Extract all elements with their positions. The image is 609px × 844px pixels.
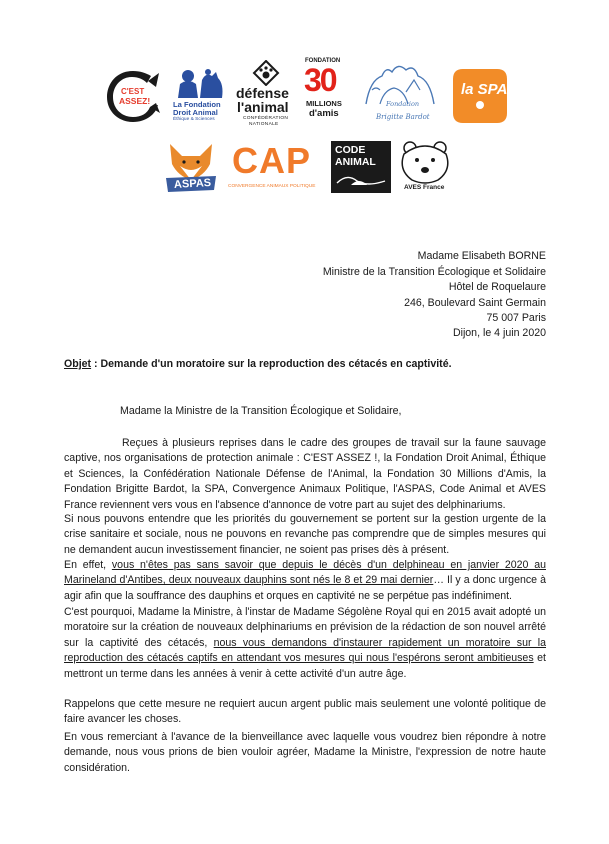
paragraph-2: Si nous pouvons entendre que les priorités du gouvernement se portent sur la gestion urgente de la crise sanitaire et sociale, nous ne pouvons en revanche pas comprendre que de simples mesures qui ne demandent aucun investissement financier, ne soient pas prises dès à présent. <box>64 513 546 556</box>
subject-line <box>64 358 452 370</box>
paragraph-1: Reçues à plusieurs reprises dans le cadre des groupes de travail sur la faune sauvage captive, nos organisations de protection animale : C'EST ASSEZ !, la Fondation Droit Animal, Éthique et Sciences, la Confédération Nationale Défense de l'Animal, la Fondation 30 Millions d'Amis, la Fondation Brigitte Bardot, la SPA, Convergence Animaux Politique, l'ASPAS, Code Animal et AVES France reviennent vers vous en l'absence d'annonce de votre part au sujet des delphinariums. <box>64 437 546 511</box>
logo-defense-line4: NATIONALE <box>249 122 279 127</box>
recipient-name: Madame Elisabeth BORNE <box>417 250 546 262</box>
logo-defense-line3: CONFÉDÉRATION <box>243 116 289 121</box>
logo-aves-france <box>396 140 454 196</box>
logo-fondation-brigitte-bardot <box>360 60 440 132</box>
polar-bear-icon <box>396 140 454 184</box>
logo-code-line1: CODE <box>335 144 366 156</box>
animals-drawing-icon <box>360 60 440 118</box>
logo-30-millions-damis <box>304 58 354 128</box>
logo-spa <box>451 67 509 125</box>
recipient-address <box>323 249 546 327</box>
logo-cest-line1: C'EST <box>121 87 145 96</box>
recipient-title: Ministre de la Transition Écologique et Solidaire <box>322 265 546 278</box>
logo-fda-line3: Éthique & Sciences <box>173 117 215 122</box>
date-line: Dijon, le 4 juin 2020 <box>452 327 546 339</box>
subject-text: : Demande d'un moratoire sur la reproduction des cétacés en captivité. <box>91 358 452 370</box>
recipient-city: 75 007 Paris <box>486 312 546 325</box>
logo-aves-text: AVES France <box>404 184 445 191</box>
logo-aspas-text: ASPAS <box>173 177 212 191</box>
paragraph-3-underlined: vous n'êtes pas sans savoir que depuis le décès d'un delphineau en janvier 2020 au Marineland d'Antibes, deux nouveaux dauphins sont nés le 8 et 29 mai dernier <box>64 559 546 587</box>
paragraph-4-underlined: nous vous demandons d'instaurer rapidement un moratoire sur la reproduction des cétacés captifs en attendant vos mesures qui nous l'espérons seront ambitieuses <box>64 636 546 665</box>
logo-aspas <box>162 140 220 194</box>
logo-fda-line2: Droit Animal <box>173 108 218 117</box>
paragraph-5: Rappelons que cette mesure ne requiert aucun argent public mais seulement une volonté politique de faire avancer les choses. <box>64 698 546 726</box>
paragraph-4-start: C'est pourquoi, Madame la Ministre, à l'instar de Madame Ségolène Royal qui en 2015 avait adopté un moratoire sur la création de nouveaux delphinariums en prévision de la rédaction de son nouvel arrêté sur la captivité des cétacés, <box>64 606 546 649</box>
recipient-street: 246, Boulevard Saint Germain <box>404 296 546 309</box>
subject-label: Objet <box>64 358 92 370</box>
recipient-building: Hôtel de Roquelaure <box>448 281 546 294</box>
paragraph-3-start: En effet, <box>64 559 112 571</box>
paragraph-3-end: … Il y a donc urgence à agir afin que la souffrance des dauphins et orques en captivité ne se perpétue pas indéfiniment. <box>64 574 547 602</box>
logo-defense-line2: l'animal <box>237 99 289 115</box>
logo-fda-line1: La Fondation <box>173 100 221 109</box>
logo-fondation-droit-animal <box>172 66 228 126</box>
logo-fbb-line1: Fondation <box>386 100 420 108</box>
salutation: Madame la Ministre de la Transition Écologique et Solidaire, <box>120 405 402 417</box>
logo-cest-line2: ASSEZ! <box>119 96 151 106</box>
logo-fbb-line2: Brigitte Bardot <box>376 113 430 121</box>
logo-30m-line1: FONDATION <box>305 58 341 64</box>
logo-code-animal <box>331 141 391 193</box>
paragraph-4-end: et mettront un terme dans les années à venir à cette activité d'un autre âge. <box>64 652 546 680</box>
logo-30m-line3: d'amis <box>309 108 339 119</box>
logo-30m-line2: MILLIONS <box>306 99 342 108</box>
logo-cap-subtitle: CONVERGENCE ANIMAUX POLITIQUE <box>228 184 316 189</box>
logo-spa-text: la SPA <box>461 81 508 98</box>
logo-cap-text: CAP <box>232 140 312 181</box>
logo-cest-assez <box>104 67 162 125</box>
paragraph-6: En vous remerciant à l'avance de la bienveillance avec laquelle vous voudrez bien répondre à notre demande, nous vous prions de bien vouloir agréer, Madame la Ministre, l'expression de notre haute considération. <box>64 731 546 774</box>
paragraph-4 <box>64 605 546 682</box>
logo-defense-line1: défense <box>236 85 289 101</box>
paw-diamond-icon <box>234 60 298 86</box>
logo-defense-animal <box>234 60 298 132</box>
paragraph-3 <box>64 558 546 604</box>
logo-cap <box>228 142 322 196</box>
logo-code-line2: ANIMAL <box>335 156 376 168</box>
animal-silhouettes-icon <box>172 66 228 100</box>
logo-30m-number: 30 <box>304 62 336 98</box>
